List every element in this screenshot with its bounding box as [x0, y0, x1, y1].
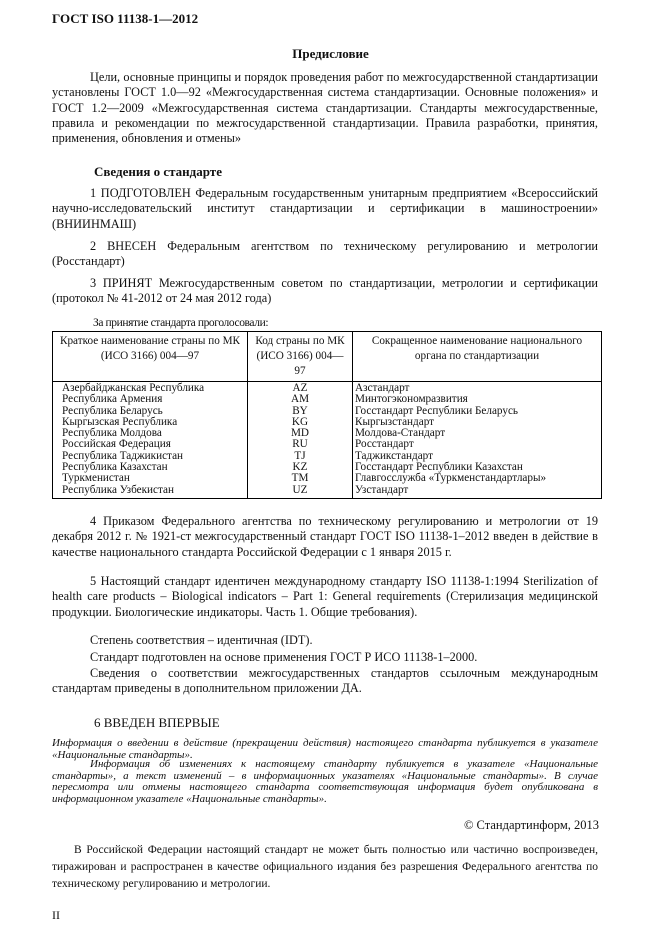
- country-cell: Туркменистан: [53, 473, 248, 484]
- country-cell: Кыргызская Республика: [53, 417, 248, 428]
- organization-cell: Госстандарт Республики Казахстан: [353, 462, 602, 473]
- code-cell: MD: [248, 428, 353, 439]
- organization-cell: Азстандарт: [353, 382, 602, 395]
- code-cell: BY: [248, 406, 353, 417]
- info-heading: Сведения о стандарте: [94, 164, 222, 179]
- item-3-paragraph: 3 ПРИНЯТ Межгосударственным советом по стандартизации, метрологии и сертификации (протокол № 41-2012 от 24 мая 2012 года): [52, 276, 598, 306]
- table-header-row: [53, 332, 602, 382]
- item-2-paragraph: 2 ВНЕСЕН Федеральным агентством по техническому регулированию и метрологии (Росстандарт): [52, 239, 598, 269]
- item-1-paragraph: 1 ПОДГОТОВЛЕН Федеральным государственным унитарным предприятием «Всероссийский научно-исследовательский институт стандартизации и сертификации в машиностроении» (ВНИИНМАШ): [52, 186, 598, 231]
- table-row: [53, 485, 602, 499]
- country-cell: Республика Беларусь: [53, 406, 248, 417]
- country-cell: Республика Молдова: [53, 428, 248, 439]
- organization-cell: Госстандарт Республики Беларусь: [353, 406, 602, 417]
- column-header-country: Краткое наименование страны по МК (ИСО 3166) 004—97: [53, 332, 248, 382]
- organization-cell: Минтогэкономразвития: [353, 394, 602, 405]
- column-header-code: Код страны по МК (ИСО 3166) 004—97: [248, 332, 353, 382]
- page-title: Предисловие: [292, 46, 369, 61]
- references-paragraph: Сведения о соответствии межгосударственных стандартов ссылочным международным стандартам приведены в дополнительном приложении ДА.: [52, 666, 598, 696]
- country-cell: Республика Армения: [53, 394, 248, 405]
- prepared-paragraph: Стандарт подготовлен на основе применения ГОСТ Р ИСО 11138-1–2000.: [90, 650, 478, 664]
- code-cell: RU: [248, 439, 353, 450]
- item-4-paragraph: 4 Приказом Федерального агентства по техническому регулированию и метрологии от 19 декабря 2012 г. № 1921-ст межгосударственный стандарт ГОСТ ISO 11138-1–2012 введен в действие в качестве национального стандарта Российской Федерации с 1 января 2015 г.: [52, 514, 598, 559]
- intro-paragraph: Цели, основные принципы и порядок проведения работ по межгосударственной стандартизации установлены ГОСТ 1.0—92 «Межгосударственная система стандартизации. Основные положения» и ГОСТ 1.2—2009 «Межгосударственная система стандартизации. Стандарты межгосударственные, правила и рекомендации по межгосударственной стандартизации. Правила разработки, принятия, применения, обновления и отмены»: [52, 70, 598, 146]
- notice-introduction: Информация о введении в действие (прекращении действия) настоящего стандарта публикуется в указателе «Национальные стандарты».: [52, 737, 598, 761]
- country-cell: Российская Федерация: [53, 439, 248, 450]
- table-row: [53, 473, 602, 484]
- organization-cell: Главгосслужба «Туркменстандартлары»: [353, 473, 602, 484]
- voting-table: [52, 331, 602, 499]
- table-row: [53, 394, 602, 405]
- item-6-heading: 6 ВВЕДЕН ВПЕРВЫЕ: [94, 715, 220, 730]
- reproduction-notice: В Российской Федерации настоящий стандарт не может быть полностью или частично воспроизведен, тиражирован и распространен в качестве официального издания без разрешения Федерального агентства по техническому регулированию и метрологии.: [52, 844, 598, 890]
- country-cell: Республика Узбекистан: [53, 485, 248, 499]
- country-cell: Азербайджанская Республика: [53, 382, 248, 395]
- organization-cell: Узстандарт: [353, 485, 602, 499]
- copyright-line: © Стандартинформ, 2013: [463, 818, 599, 832]
- code-cell: TM: [248, 473, 353, 484]
- organization-cell: Таджикстандарт: [353, 451, 602, 462]
- degree-paragraph: Степень соответствия – идентичная (IDT).: [90, 633, 313, 647]
- organization-cell: Молдова-Стандарт: [353, 428, 602, 439]
- code-cell: TJ: [248, 451, 353, 462]
- organization-cell: Кыргызстандарт: [353, 417, 602, 428]
- item-5-paragraph: 5 Настоящий стандарт идентичен международному стандарту ISO 11138-1:1994 Sterilization of health care products – Biological indicators – Part 1: General requirements (Стерилизация медицинской продукции. Биологические индикаторы. Часть 1. Общие требования).: [52, 574, 598, 619]
- page-number: II: [52, 908, 60, 922]
- code-cell: KG: [248, 417, 353, 428]
- organization-cell: Росстандарт: [353, 439, 602, 450]
- notice-changes: Информация об изменениях к настоящему стандарту публикуется в указателе «Национальные стандарты», а текст изменений – в информационных указателях «Национальные стандарты». В случае пересмотра или отмены настоящего стандарта соответствующая информация будет опубликована в информационном указателе «Национальные стандарты».: [52, 758, 598, 805]
- country-cell: Республика Казахстан: [53, 462, 248, 473]
- code-cell: UZ: [248, 485, 353, 499]
- document-header: ГОСТ ISO 11138-1—2012: [52, 11, 199, 26]
- table-caption: За принятие стандарта проголосовали:: [93, 317, 269, 329]
- column-header-organization: Сокращенное наименование национального органа по стандартизации: [353, 332, 602, 382]
- code-cell: AZ: [248, 382, 353, 395]
- code-cell: AM: [248, 394, 353, 405]
- code-cell: KZ: [248, 462, 353, 473]
- country-cell: Республика Таджикистан: [53, 451, 248, 462]
